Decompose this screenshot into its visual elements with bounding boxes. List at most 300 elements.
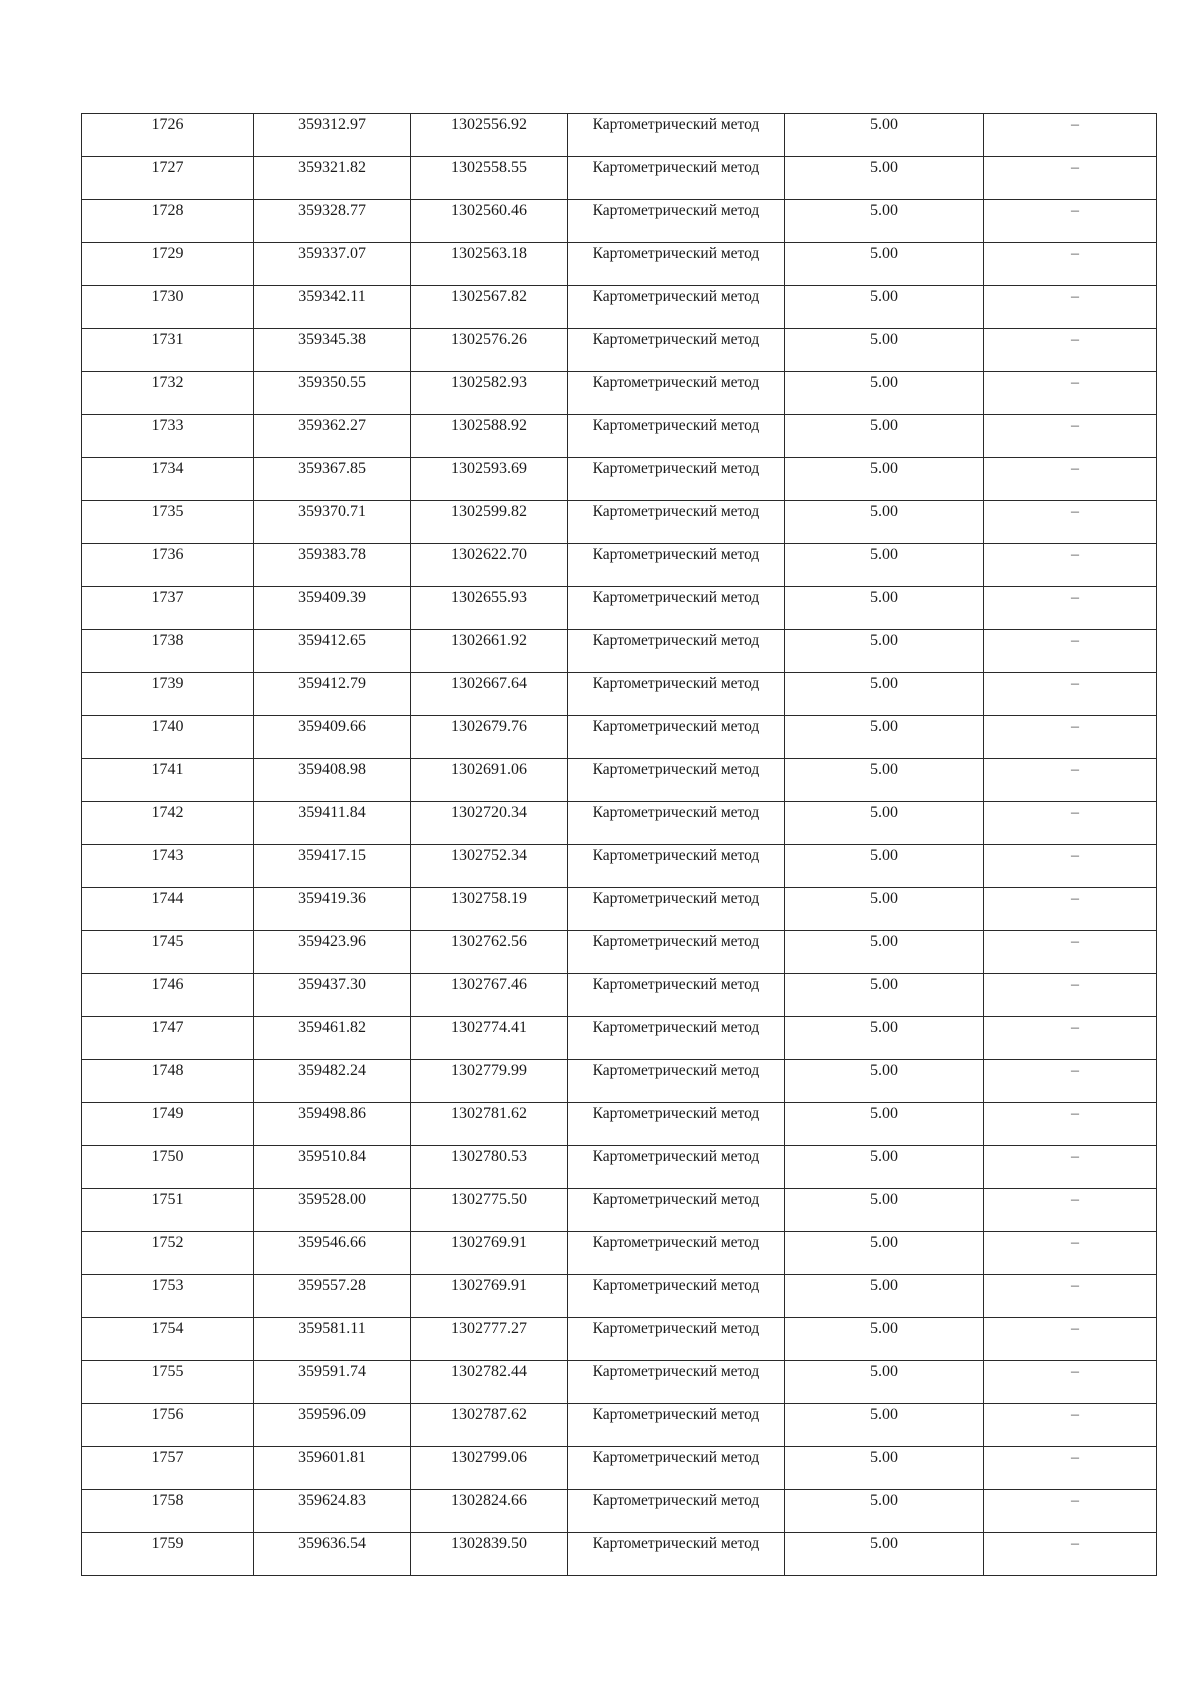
point-number-cell xyxy=(82,1189,254,1232)
point-number-cell xyxy=(82,974,254,1017)
note-cell xyxy=(984,243,1157,286)
table-row xyxy=(82,1361,1157,1404)
table-row xyxy=(82,200,1157,243)
accuracy-cell-text: 5.00 xyxy=(870,460,898,477)
method-cell xyxy=(568,630,785,673)
method-cell-text: Картометрический метод xyxy=(592,288,760,305)
table-row xyxy=(82,501,1157,544)
x-coordinate-cell-text: 359461.82 xyxy=(298,1019,366,1036)
table-row xyxy=(82,1490,1157,1533)
note-cell xyxy=(984,974,1157,1017)
x-coordinate-cell-text: 359342.11 xyxy=(298,288,366,305)
method-cell xyxy=(568,1533,785,1576)
y-coordinate-cell xyxy=(411,286,568,329)
accuracy-cell-text: 5.00 xyxy=(870,1191,898,1208)
point-number-cell xyxy=(82,286,254,329)
accuracy-cell-text: 5.00 xyxy=(870,159,898,176)
method-cell-text: Картометрический метод xyxy=(592,331,760,348)
method-cell-text: Картометрический метод xyxy=(592,761,760,778)
x-coordinate-cell-text: 359423.96 xyxy=(298,933,366,950)
table-row xyxy=(82,286,1157,329)
note-cell xyxy=(984,157,1157,200)
note-cell-text: – xyxy=(1071,1062,1079,1079)
method-cell-text: Картометрический метод xyxy=(592,589,760,606)
x-coordinate-cell xyxy=(254,974,411,1017)
note-cell-text: – xyxy=(1071,331,1079,348)
point-number-cell-text: 1745 xyxy=(151,933,184,950)
y-coordinate-cell xyxy=(411,931,568,974)
note-cell-text: – xyxy=(1071,374,1079,391)
method-cell-text: Картометрический метод xyxy=(592,374,760,391)
method-cell-text: Картометрический метод xyxy=(592,245,760,262)
y-coordinate-cell-text: 1302752.34 xyxy=(451,847,527,864)
point-number-cell xyxy=(82,673,254,716)
point-number-cell-text: 1751 xyxy=(151,1191,184,1208)
x-coordinate-cell xyxy=(254,1361,411,1404)
accuracy-cell xyxy=(785,286,984,329)
method-cell xyxy=(568,286,785,329)
point-number-cell-text: 1735 xyxy=(151,503,184,520)
accuracy-cell-text: 5.00 xyxy=(870,503,898,520)
point-number-cell-text: 1737 xyxy=(151,589,184,606)
note-cell-text: – xyxy=(1071,116,1079,133)
x-coordinate-cell xyxy=(254,501,411,544)
method-cell-text: Картометрический метод xyxy=(592,1363,760,1380)
note-cell xyxy=(984,673,1157,716)
x-coordinate-cell xyxy=(254,931,411,974)
x-coordinate-cell xyxy=(254,157,411,200)
y-coordinate-cell xyxy=(411,114,568,157)
note-cell xyxy=(984,1146,1157,1189)
accuracy-cell xyxy=(785,329,984,372)
point-number-cell-text: 1753 xyxy=(151,1277,184,1294)
note-cell-text: – xyxy=(1071,417,1079,434)
y-coordinate-cell xyxy=(411,716,568,759)
method-cell-text: Картометрический метод xyxy=(592,1277,760,1294)
x-coordinate-cell xyxy=(254,587,411,630)
point-number-cell-text: 1726 xyxy=(151,116,184,133)
point-number-cell-text: 1731 xyxy=(151,331,184,348)
method-cell-text: Картометрический метод xyxy=(592,503,760,520)
note-cell-text: – xyxy=(1071,1277,1079,1294)
table-row xyxy=(82,1146,1157,1189)
x-coordinate-cell-text: 359408.98 xyxy=(298,761,366,778)
method-cell-text: Картометрический метод xyxy=(592,933,760,950)
x-coordinate-cell xyxy=(254,243,411,286)
y-coordinate-cell-text: 1302767.46 xyxy=(451,976,527,993)
accuracy-cell-text: 5.00 xyxy=(870,116,898,133)
x-coordinate-cell xyxy=(254,1275,411,1318)
note-cell-text: – xyxy=(1071,1535,1079,1552)
accuracy-cell xyxy=(785,1404,984,1447)
point-number-cell xyxy=(82,1318,254,1361)
method-cell-text: Картометрический метод xyxy=(592,976,760,993)
x-coordinate-cell xyxy=(254,1404,411,1447)
accuracy-cell-text: 5.00 xyxy=(870,589,898,606)
method-cell xyxy=(568,1490,785,1533)
accuracy-cell-text: 5.00 xyxy=(870,1062,898,1079)
table-row xyxy=(82,1533,1157,1576)
x-coordinate-cell-text: 359328.77 xyxy=(298,202,366,219)
note-cell xyxy=(984,845,1157,888)
x-coordinate-cell-text: 359321.82 xyxy=(298,159,366,176)
x-coordinate-cell-text: 359581.11 xyxy=(298,1320,366,1337)
point-number-cell xyxy=(82,630,254,673)
table-row xyxy=(82,1103,1157,1146)
note-cell-text: – xyxy=(1071,890,1079,907)
y-coordinate-cell-text: 1302839.50 xyxy=(451,1535,527,1552)
point-number-cell xyxy=(82,845,254,888)
point-number-cell xyxy=(82,1533,254,1576)
method-cell xyxy=(568,200,785,243)
point-number-cell xyxy=(82,716,254,759)
y-coordinate-cell xyxy=(411,974,568,1017)
y-coordinate-cell xyxy=(411,1189,568,1232)
table-row xyxy=(82,1404,1157,1447)
y-coordinate-cell-text: 1302558.55 xyxy=(451,159,527,176)
y-coordinate-cell-text: 1302775.50 xyxy=(451,1191,527,1208)
x-coordinate-cell-text: 359601.81 xyxy=(298,1449,366,1466)
y-coordinate-cell-text: 1302777.27 xyxy=(451,1320,527,1337)
note-cell xyxy=(984,587,1157,630)
x-coordinate-cell-text: 359337.07 xyxy=(298,245,366,262)
method-cell-text: Картометрический метод xyxy=(592,804,760,821)
y-coordinate-cell xyxy=(411,1275,568,1318)
method-cell xyxy=(568,372,785,415)
table-row xyxy=(82,1232,1157,1275)
point-number-cell xyxy=(82,1447,254,1490)
point-number-cell-text: 1728 xyxy=(151,202,184,219)
x-coordinate-cell-text: 359409.66 xyxy=(298,718,366,735)
x-coordinate-cell-text: 359636.54 xyxy=(298,1535,366,1552)
point-number-cell xyxy=(82,372,254,415)
x-coordinate-cell xyxy=(254,1189,411,1232)
accuracy-cell-text: 5.00 xyxy=(870,546,898,563)
y-coordinate-cell-text: 1302593.69 xyxy=(451,460,527,477)
method-cell xyxy=(568,716,785,759)
point-number-cell-text: 1748 xyxy=(151,1062,184,1079)
point-number-cell-text: 1727 xyxy=(151,159,184,176)
y-coordinate-cell xyxy=(411,1318,568,1361)
accuracy-cell-text: 5.00 xyxy=(870,632,898,649)
y-coordinate-cell-text: 1302799.06 xyxy=(451,1449,527,1466)
point-number-cell xyxy=(82,759,254,802)
note-cell-text: – xyxy=(1071,1363,1079,1380)
table-row xyxy=(82,114,1157,157)
x-coordinate-cell xyxy=(254,845,411,888)
x-coordinate-cell xyxy=(254,1447,411,1490)
table-row xyxy=(82,243,1157,286)
point-number-cell-text: 1754 xyxy=(151,1320,184,1337)
y-coordinate-cell-text: 1302824.66 xyxy=(451,1492,527,1509)
y-coordinate-cell-text: 1302769.91 xyxy=(451,1234,527,1251)
method-cell xyxy=(568,1060,785,1103)
x-coordinate-cell-text: 359437.30 xyxy=(298,976,366,993)
accuracy-cell xyxy=(785,888,984,931)
point-number-cell xyxy=(82,888,254,931)
table-row xyxy=(82,673,1157,716)
y-coordinate-cell xyxy=(411,630,568,673)
table-row xyxy=(82,716,1157,759)
point-number-cell xyxy=(82,1017,254,1060)
note-cell-text: – xyxy=(1071,288,1079,305)
note-cell-text: – xyxy=(1071,976,1079,993)
accuracy-cell xyxy=(785,1146,984,1189)
accuracy-cell xyxy=(785,587,984,630)
point-number-cell-text: 1758 xyxy=(151,1492,184,1509)
accuracy-cell xyxy=(785,1447,984,1490)
x-coordinate-cell-text: 359411.84 xyxy=(298,804,366,821)
note-cell xyxy=(984,759,1157,802)
y-coordinate-cell xyxy=(411,587,568,630)
accuracy-cell-text: 5.00 xyxy=(870,1105,898,1122)
y-coordinate-cell-text: 1302782.44 xyxy=(451,1363,527,1380)
note-cell-text: – xyxy=(1071,589,1079,606)
x-coordinate-cell-text: 359528.00 xyxy=(298,1191,366,1208)
note-cell-text: – xyxy=(1071,1105,1079,1122)
accuracy-cell xyxy=(785,630,984,673)
x-coordinate-cell-text: 359546.66 xyxy=(298,1234,366,1251)
method-cell-text: Картометрический метод xyxy=(592,675,760,692)
accuracy-cell xyxy=(785,1490,984,1533)
point-number-cell-text: 1749 xyxy=(151,1105,184,1122)
point-number-cell xyxy=(82,243,254,286)
accuracy-cell-text: 5.00 xyxy=(870,1277,898,1294)
note-cell-text: – xyxy=(1071,632,1079,649)
accuracy-cell-text: 5.00 xyxy=(870,1148,898,1165)
method-cell xyxy=(568,157,785,200)
point-number-cell-text: 1733 xyxy=(151,417,184,434)
accuracy-cell xyxy=(785,673,984,716)
note-cell-text: – xyxy=(1071,675,1079,692)
point-number-cell-text: 1738 xyxy=(151,632,184,649)
y-coordinate-cell xyxy=(411,1017,568,1060)
method-cell xyxy=(568,974,785,1017)
note-cell xyxy=(984,501,1157,544)
y-coordinate-cell-text: 1302720.34 xyxy=(451,804,527,821)
x-coordinate-cell xyxy=(254,716,411,759)
note-cell-text: – xyxy=(1071,1234,1079,1251)
point-number-cell-text: 1742 xyxy=(151,804,184,821)
note-cell xyxy=(984,1189,1157,1232)
accuracy-cell-text: 5.00 xyxy=(870,1535,898,1552)
y-coordinate-cell xyxy=(411,544,568,587)
y-coordinate-cell xyxy=(411,888,568,931)
point-number-cell xyxy=(82,1361,254,1404)
method-cell xyxy=(568,114,785,157)
note-cell xyxy=(984,114,1157,157)
note-cell xyxy=(984,1361,1157,1404)
method-cell xyxy=(568,458,785,501)
method-cell xyxy=(568,1318,785,1361)
accuracy-cell-text: 5.00 xyxy=(870,245,898,262)
table-row xyxy=(82,759,1157,802)
accuracy-cell xyxy=(785,243,984,286)
accuracy-cell xyxy=(785,501,984,544)
x-coordinate-cell xyxy=(254,372,411,415)
method-cell xyxy=(568,501,785,544)
method-cell-text: Картометрический метод xyxy=(592,460,760,477)
x-coordinate-cell-text: 359417.15 xyxy=(298,847,366,864)
accuracy-cell xyxy=(785,1533,984,1576)
method-cell-text: Картометрический метод xyxy=(592,1320,760,1337)
x-coordinate-cell xyxy=(254,1103,411,1146)
method-cell xyxy=(568,1275,785,1318)
note-cell-text: – xyxy=(1071,1492,1079,1509)
method-cell-text: Картометрический метод xyxy=(592,1535,760,1552)
note-cell xyxy=(984,888,1157,931)
point-number-cell xyxy=(82,415,254,458)
method-cell xyxy=(568,1232,785,1275)
x-coordinate-cell xyxy=(254,759,411,802)
point-number-cell xyxy=(82,200,254,243)
x-coordinate-cell-text: 359412.65 xyxy=(298,632,366,649)
method-cell-text: Картометрический метод xyxy=(592,202,760,219)
x-coordinate-cell-text: 359362.27 xyxy=(298,417,366,434)
point-number-cell-text: 1746 xyxy=(151,976,184,993)
y-coordinate-cell-text: 1302769.91 xyxy=(451,1277,527,1294)
point-number-cell-text: 1750 xyxy=(151,1148,184,1165)
note-cell xyxy=(984,802,1157,845)
accuracy-cell-text: 5.00 xyxy=(870,976,898,993)
y-coordinate-cell-text: 1302787.62 xyxy=(451,1406,527,1423)
method-cell xyxy=(568,759,785,802)
x-coordinate-cell xyxy=(254,200,411,243)
y-coordinate-cell xyxy=(411,200,568,243)
method-cell-text: Картометрический метод xyxy=(592,1234,760,1251)
method-cell-text: Картометрический метод xyxy=(592,847,760,864)
y-coordinate-cell-text: 1302781.62 xyxy=(451,1105,527,1122)
y-coordinate-cell xyxy=(411,1232,568,1275)
note-cell xyxy=(984,372,1157,415)
x-coordinate-cell-text: 359409.39 xyxy=(298,589,366,606)
note-cell xyxy=(984,1017,1157,1060)
table-row xyxy=(82,845,1157,888)
note-cell-text: – xyxy=(1071,503,1079,520)
y-coordinate-cell xyxy=(411,1060,568,1103)
y-coordinate-cell-text: 1302567.82 xyxy=(451,288,527,305)
note-cell xyxy=(984,1404,1157,1447)
x-coordinate-cell xyxy=(254,286,411,329)
accuracy-cell xyxy=(785,974,984,1017)
method-cell xyxy=(568,415,785,458)
point-number-cell-text: 1757 xyxy=(151,1449,184,1466)
y-coordinate-cell xyxy=(411,1103,568,1146)
note-cell xyxy=(984,1103,1157,1146)
accuracy-cell-text: 5.00 xyxy=(870,761,898,778)
x-coordinate-cell xyxy=(254,888,411,931)
table-row xyxy=(82,587,1157,630)
point-number-cell-text: 1741 xyxy=(151,761,184,778)
accuracy-cell xyxy=(785,1017,984,1060)
table-row xyxy=(82,974,1157,1017)
accuracy-cell xyxy=(785,200,984,243)
y-coordinate-cell-text: 1302779.99 xyxy=(451,1062,527,1079)
accuracy-cell xyxy=(785,716,984,759)
accuracy-cell-text: 5.00 xyxy=(870,933,898,950)
y-coordinate-cell xyxy=(411,1490,568,1533)
method-cell xyxy=(568,1189,785,1232)
table-row xyxy=(82,1275,1157,1318)
accuracy-cell xyxy=(785,458,984,501)
note-cell-text: – xyxy=(1071,718,1079,735)
accuracy-cell xyxy=(785,544,984,587)
accuracy-cell-text: 5.00 xyxy=(870,1449,898,1466)
note-cell-text: – xyxy=(1071,159,1079,176)
point-number-cell xyxy=(82,1232,254,1275)
accuracy-cell xyxy=(785,114,984,157)
x-coordinate-cell-text: 359383.78 xyxy=(298,546,366,563)
y-coordinate-cell-text: 1302588.92 xyxy=(451,417,527,434)
accuracy-cell-text: 5.00 xyxy=(870,374,898,391)
table-row xyxy=(82,329,1157,372)
note-cell xyxy=(984,1275,1157,1318)
method-cell-text: Картометрический метод xyxy=(592,1449,760,1466)
table-row xyxy=(82,1060,1157,1103)
point-number-cell-text: 1747 xyxy=(151,1019,184,1036)
accuracy-cell-text: 5.00 xyxy=(870,890,898,907)
method-cell-text: Картометрический метод xyxy=(592,632,760,649)
method-cell xyxy=(568,243,785,286)
note-cell-text: – xyxy=(1071,1191,1079,1208)
point-number-cell-text: 1756 xyxy=(151,1406,184,1423)
point-number-cell xyxy=(82,329,254,372)
accuracy-cell-text: 5.00 xyxy=(870,1234,898,1251)
y-coordinate-cell xyxy=(411,157,568,200)
y-coordinate-cell xyxy=(411,673,568,716)
method-cell xyxy=(568,931,785,974)
x-coordinate-cell xyxy=(254,802,411,845)
note-cell xyxy=(984,630,1157,673)
y-coordinate-cell xyxy=(411,372,568,415)
y-coordinate-cell-text: 1302774.41 xyxy=(451,1019,527,1036)
note-cell-text: – xyxy=(1071,202,1079,219)
method-cell-text: Картометрический метод xyxy=(592,1105,760,1122)
accuracy-cell-text: 5.00 xyxy=(870,675,898,692)
y-coordinate-cell-text: 1302560.46 xyxy=(451,202,527,219)
y-coordinate-cell-text: 1302691.06 xyxy=(451,761,527,778)
y-coordinate-cell-text: 1302582.93 xyxy=(451,374,527,391)
point-number-cell-text: 1732 xyxy=(151,374,184,391)
note-cell-text: – xyxy=(1071,546,1079,563)
table-row xyxy=(82,802,1157,845)
x-coordinate-cell xyxy=(254,1232,411,1275)
note-cell-text: – xyxy=(1071,245,1079,262)
point-number-cell xyxy=(82,544,254,587)
method-cell-text: Картометрический метод xyxy=(592,417,760,434)
x-coordinate-cell-text: 359312.97 xyxy=(298,116,366,133)
accuracy-cell xyxy=(785,845,984,888)
y-coordinate-cell xyxy=(411,243,568,286)
y-coordinate-cell-text: 1302780.53 xyxy=(451,1148,527,1165)
note-cell xyxy=(984,716,1157,759)
accuracy-cell-text: 5.00 xyxy=(870,718,898,735)
method-cell xyxy=(568,1017,785,1060)
coordinates-table xyxy=(81,113,1157,1576)
point-number-cell-text: 1759 xyxy=(151,1535,184,1552)
point-number-cell-text: 1755 xyxy=(151,1363,184,1380)
accuracy-cell-text: 5.00 xyxy=(870,1019,898,1036)
y-coordinate-cell-text: 1302655.93 xyxy=(451,589,527,606)
accuracy-cell xyxy=(785,1318,984,1361)
accuracy-cell-text: 5.00 xyxy=(870,1320,898,1337)
y-coordinate-cell-text: 1302758.19 xyxy=(451,890,527,907)
accuracy-cell-text: 5.00 xyxy=(870,1363,898,1380)
x-coordinate-cell-text: 359596.09 xyxy=(298,1406,366,1423)
y-coordinate-cell xyxy=(411,1404,568,1447)
accuracy-cell-text: 5.00 xyxy=(870,331,898,348)
accuracy-cell-text: 5.00 xyxy=(870,202,898,219)
